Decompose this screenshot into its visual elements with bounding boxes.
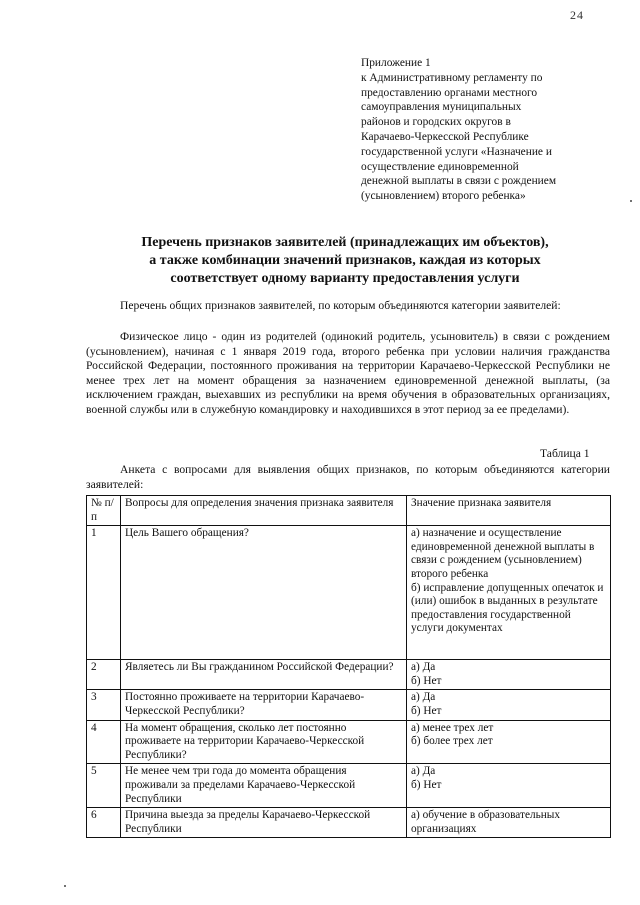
answer-option: б) Нет xyxy=(411,778,442,791)
row-answers xyxy=(407,660,611,690)
answer-option: б) Нет xyxy=(411,704,442,717)
row-num: 2 xyxy=(87,660,121,690)
row-answers xyxy=(407,720,611,764)
table-label: Таблица 1 xyxy=(540,447,590,460)
body-text: Физическое лицо - один из родителей (одинокий родитель, усыновитель) в связи с рождением (усыновлением), начиная с 1 января 2019 года, второго ребенка при условии наличия гражданства Российской Федерации, постоянного проживания на территории Карачаево-Черкесской Республики не менее трех лет на момент обращения за назначением единовременной денежной выплаты, (за исключением граждан, выехавших из республики на время обучения в образовательных организациях, военной службы или в служебную командировку и находившихся в этот период за ее пределами). xyxy=(86,330,610,416)
answer-option: а) Да xyxy=(411,661,436,674)
appendix-line: Карачаево-Черкесской Республике xyxy=(361,130,529,143)
appendix-line: районов и городских округов в xyxy=(361,116,511,129)
scan-speck xyxy=(64,885,66,887)
row-num: 5 xyxy=(87,764,121,808)
appendix-line: (усыновлением) второго ребенка» xyxy=(361,190,526,203)
survey-table xyxy=(86,495,611,838)
appendix-line: осуществление единовременной xyxy=(361,160,519,173)
list-title-paragraph xyxy=(86,299,610,314)
header-num: № п/п xyxy=(87,496,121,526)
table-header-row xyxy=(87,496,611,526)
row-num: 6 xyxy=(87,808,121,838)
row-num: 4 xyxy=(87,720,121,764)
answer-option: а) менее трех лет xyxy=(411,721,494,734)
table-row xyxy=(87,526,611,660)
answer-option: а) назначение и осуществление единовременной денежной выплаты в связи с рождением (усыновлением) второго ребенка xyxy=(411,527,595,580)
body-paragraph xyxy=(86,330,610,418)
list-title-text: Перечень общих признаков заявителей, по которым объединяются категории заявителей: xyxy=(120,299,561,312)
table-row xyxy=(87,720,611,764)
table-row xyxy=(87,690,611,720)
row-question: На момент обращения, сколько лет постоянно проживаете на территории Карачаево-Черкесской Республики? xyxy=(121,720,407,764)
row-question: Цель Вашего обращения? xyxy=(121,526,407,660)
table-row xyxy=(87,808,611,838)
appendix-line: самоуправления муниципальных xyxy=(361,101,522,114)
answer-option: б) исправление допущенных опечаток и (или) ошибок в выданных в результате предоставления государственной услуги документах xyxy=(411,581,604,635)
appendix-line: предоставлению органами местного xyxy=(361,86,538,99)
appendix-line: государственной услуги «Назначение и xyxy=(361,145,552,158)
heading-line: Перечень признаков заявителей (принадлежащих им объектов), xyxy=(141,235,549,250)
heading-line: а также комбинации значений признаков, каждая из которых xyxy=(149,253,541,268)
row-answers xyxy=(407,690,611,720)
header-question: Вопросы для определения значения признака заявителя xyxy=(121,496,407,526)
row-answers xyxy=(407,764,611,808)
document-heading xyxy=(80,234,610,288)
table-caption-text: Анкета с вопросами для выявления общих признаков, по которым объединяются категории заявителей: xyxy=(86,463,610,491)
heading-line: соответствует одному варианту предоставления услуги xyxy=(170,271,520,286)
appendix-line: денежной выплаты в связи с рождением xyxy=(361,175,557,188)
appendix-line: к Административному регламенту по xyxy=(361,71,543,84)
answer-option: а) Да xyxy=(411,765,436,778)
row-question: Причина выезда за пределы Карачаево-Черкесской Республики xyxy=(121,808,407,838)
header-value: Значение признака заявителя xyxy=(407,496,611,526)
row-question: Постоянно проживаете на территории Карачаево-Черкесской Республики? xyxy=(121,690,407,720)
answer-option: а) обучение в образовательных организациях xyxy=(411,809,561,835)
row-question: Являетесь ли Вы гражданином Российской Федерации? xyxy=(121,660,407,690)
answer-option: б) Нет xyxy=(411,674,442,687)
row-answers xyxy=(407,526,611,660)
row-answers xyxy=(407,808,611,838)
answer-option: а) Да xyxy=(411,691,436,704)
answer-option: б) более трех лет xyxy=(411,735,493,748)
row-question: Не менее чем три года до момента обращения проживали за пределами Карачаево-Черкесской Республики xyxy=(121,764,407,808)
row-num: 3 xyxy=(87,690,121,720)
table-row xyxy=(87,764,611,808)
row-num: 1 xyxy=(87,526,121,660)
scan-speck xyxy=(630,200,632,202)
table-caption xyxy=(86,463,610,492)
appendix-block xyxy=(361,56,591,204)
table-row xyxy=(87,660,611,690)
page-number: 24 xyxy=(570,8,584,22)
appendix-line: Приложение 1 xyxy=(361,57,431,69)
